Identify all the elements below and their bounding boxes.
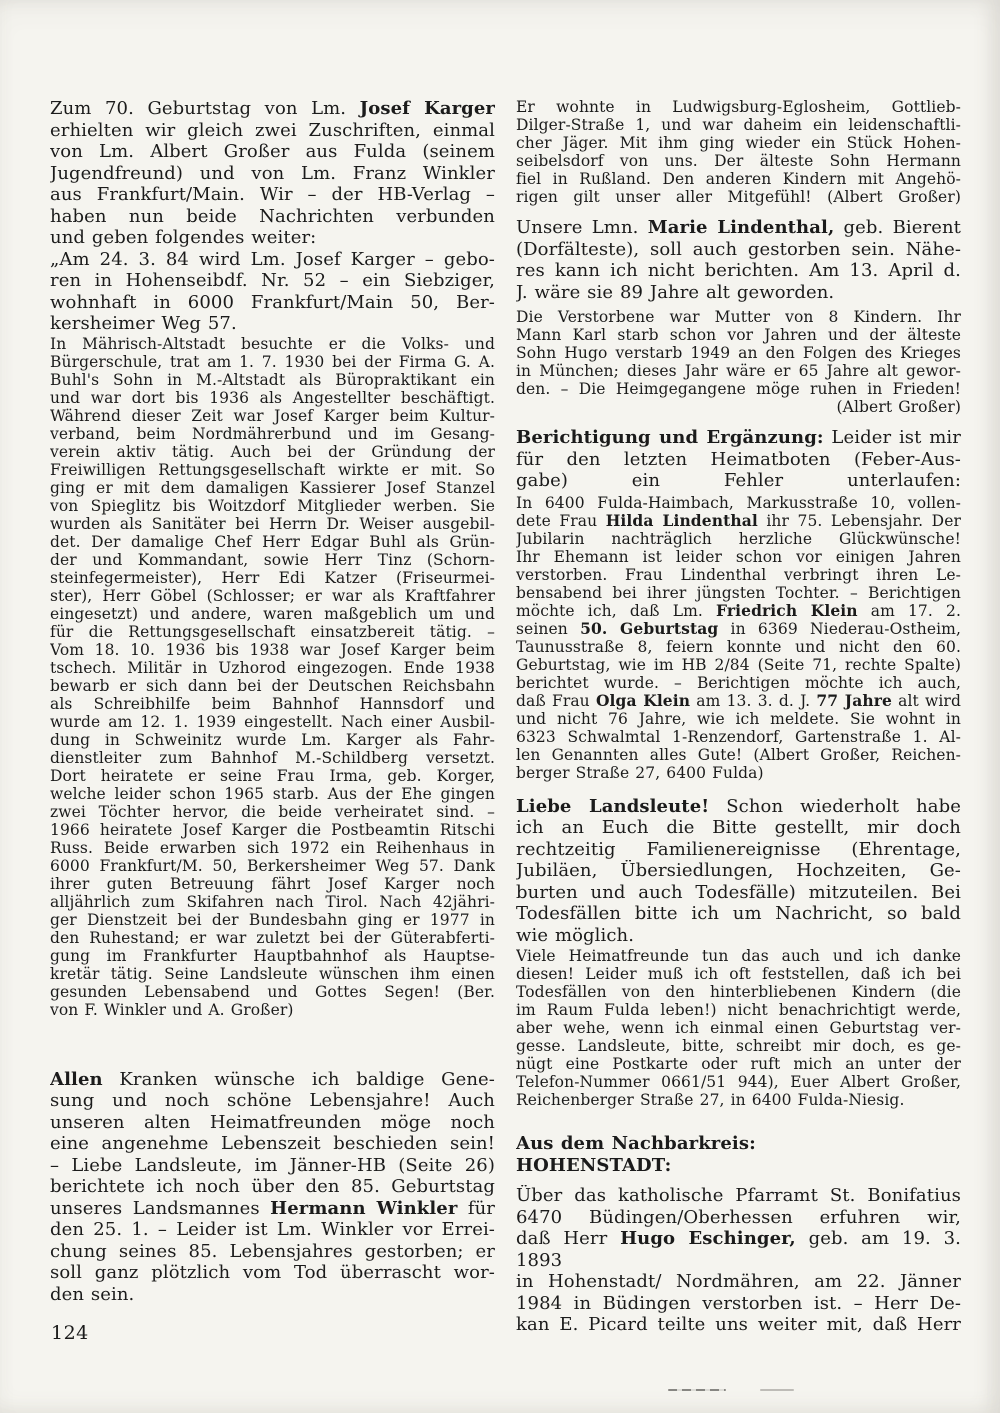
text-line <box>516 1293 961 1315</box>
text-line <box>50 623 495 641</box>
body-text: dienstleiter zum Bahnhof M.-Schildberg versetzt. <box>50 748 495 767</box>
body-text: Mann Karl starb schon vor Jahren und der älteste <box>516 326 961 344</box>
text-line <box>516 1073 961 1091</box>
body-text: in 6369 Niederau-Ostheim, <box>718 619 961 638</box>
body-text: Todesfällen bitte ich um Nachricht, so bald <box>516 903 961 924</box>
text-line <box>516 380 961 398</box>
body-text: – Liebe Landsleute, im Jänner-HB (Seite 26) <box>50 1154 495 1176</box>
body-text: am 13. 3. d. J. <box>690 691 817 710</box>
body-text: den sein. <box>50 1283 135 1305</box>
text-line <box>50 206 495 228</box>
text-line <box>50 120 495 142</box>
text-line <box>516 656 961 674</box>
text-line <box>50 227 495 249</box>
body-text: daß Frau <box>516 691 596 710</box>
text-line <box>516 530 961 548</box>
body-text: ster), Herr Göbel (Schlosser; er war als Kraftfahrer <box>50 586 495 605</box>
body-text: kretär tätig. Seine Landsleute wünschen ihm einen <box>50 964 495 983</box>
text-line <box>516 1314 961 1336</box>
text-line <box>516 1228 961 1271</box>
text-line <box>516 674 961 692</box>
text-line <box>50 713 495 731</box>
body-text: gung im Frankfurter Hauptbahnhof als Hauptse- <box>50 946 495 965</box>
body-text: 6000 Frankfurt/M. 50, Berkersheimer Weg 57. Dank <box>50 856 495 875</box>
body-text: ging er mit dem damaligen Kassierer Josef Stanzel <box>50 478 495 497</box>
body-text: J. wäre sie 89 Jahre alt geworden. <box>516 281 835 303</box>
body-text: eingesetzt) und andere, waren maßgeblich um und <box>50 604 495 623</box>
body-text: soll ganz plötzlich vom Tod überrascht wor- <box>50 1262 495 1283</box>
body-text: im Raum Fulda leben!) nicht benachrichtigt werde, <box>516 1001 961 1019</box>
body-text: verein aktiv tätig. Auch bei der Gründung der <box>50 442 495 461</box>
body-text: aus Frankfurt/Main. Wir – der HB-Verlag – <box>50 184 495 205</box>
text-line <box>516 983 961 1001</box>
body-text: Freiwilligen Rettungsgesellschaft wirkte er mit. So <box>50 460 495 479</box>
bold-text: Hilda Lindenthal <box>605 511 758 530</box>
body-text: Jubilarin nachträglich herzliche Glückwünsche! <box>516 529 961 548</box>
body-text: Über das katholische Pfarramt St. Bonifatius <box>516 1185 961 1206</box>
body-text: Leider ist mir <box>823 427 961 448</box>
text-line <box>516 746 961 764</box>
body-text: ihr 75. Lebensjahr. Der <box>757 511 961 530</box>
text-line <box>516 817 961 839</box>
body-text: Telefon-Nummer 0661/51 944), Euer Albert Großer, <box>516 1073 961 1091</box>
text-line <box>516 638 961 656</box>
body-text: Während dieser Zeit war Josef Karger beim Kultur- <box>50 406 495 425</box>
text-line <box>50 163 495 185</box>
body-text: unseres Landsmannes <box>50 1197 271 1219</box>
karger-biography <box>50 335 495 1019</box>
text-columns <box>50 98 960 1336</box>
body-text: und geben folgendes weiter: <box>50 227 317 248</box>
lindenthal-obituary <box>516 217 961 303</box>
body-text: Vom 18. 10. 1936 bis 1938 war Josef Karger beim <box>50 640 495 659</box>
appeal-to-countrymen <box>516 796 961 947</box>
text-line <box>516 152 961 170</box>
text-line <box>50 965 495 983</box>
bold-text: 50. Geburtstag <box>580 619 719 638</box>
neighbor-district-heading <box>516 1133 961 1176</box>
text-line <box>516 427 961 449</box>
body-text: 6323 Schwalmtal 1-Renzendorf, Gartenstraße 1. Al- <box>516 727 961 746</box>
text-line <box>516 796 961 818</box>
text-line <box>50 551 495 569</box>
body-text: Jugendfreund) und von Lm. Franz Winkler <box>50 162 495 184</box>
text-line <box>50 270 495 292</box>
body-text: chung seines 85. Lebensjahres gestorben; er <box>50 1240 495 1262</box>
body-text: den. – Die Heimgegangene möge ruhen in Frieden! <box>516 380 961 398</box>
body-text: haben nun beide Nachrichten verbunden <box>50 205 495 227</box>
text-line <box>516 188 961 206</box>
text-line <box>50 587 495 605</box>
scan-artifact-mark <box>668 1389 726 1391</box>
body-text: Taunusstraße 8, feiern konnte und nicht den 60. <box>516 637 961 656</box>
text-line <box>50 461 495 479</box>
body-text: zwei Töchter hervor, die beide verheiratet sind. – <box>50 802 495 821</box>
text-line <box>50 1155 495 1177</box>
karger-birthday-quote <box>50 249 495 335</box>
bold-text: Friedrich Klein <box>716 601 858 620</box>
text-line <box>50 767 495 785</box>
text-line <box>516 566 961 584</box>
text-line <box>516 882 961 904</box>
body-text: Reichenberger Straße 27, in 6400 Fulda-Niesig. <box>516 1091 905 1109</box>
body-text: alljährlich zum Skifahren nach Tirol. Nach 42jähri- <box>50 892 495 911</box>
body-text: Buhl's Sohn in M.-Altstadt als Büropraktikant ein <box>50 370 495 389</box>
scan-artifact <box>668 1389 803 1391</box>
text-line <box>516 260 961 282</box>
text-line <box>516 470 961 492</box>
text-line <box>516 1185 961 1207</box>
text-line <box>50 425 495 443</box>
lindenthal-obituary-details <box>516 308 961 416</box>
body-text: Dilger-Straße 1, und war daheim ein leidenschaftli- <box>516 116 961 134</box>
body-text: in Hohenstadt/ Nordmähren, am 22. Jänner <box>516 1271 961 1292</box>
bold-text: Berichtigung und Ergänzung: <box>516 427 824 448</box>
text-line <box>516 217 961 239</box>
text-line <box>516 584 961 602</box>
body-text: det. Der damalige Chef Herr Edgar Buhl als Grün- <box>50 532 495 551</box>
text-line <box>516 326 961 344</box>
body-text: wie möglich. <box>516 924 635 946</box>
body-text: Zum 70. Geburtstag von Lm. <box>50 98 360 119</box>
body-text: Kranken wünsche ich baldige Gene- <box>102 1068 495 1090</box>
correction-heading-paragraph <box>516 427 961 493</box>
body-text: berichtet wurde. – Berichtigen möchte ich auch, <box>516 673 961 692</box>
text-line <box>50 1112 495 1134</box>
body-text: Bürgerschule, trat am 1. 7. 1930 bei der Firma G. A. <box>50 352 495 371</box>
body-text: eine angenehme Lebenszeit beschieden sein! <box>50 1133 495 1154</box>
body-text: geb. am 19. 3. 1893 <box>516 1228 961 1271</box>
body-text: und nicht 76 Jahre, wie ich meldete. Sie wohnt in <box>516 709 961 728</box>
body-text: tschech. Militär in Uzhorod eingezogen. Ende 1938 <box>50 658 495 677</box>
body-text: Jubiläen, Übersiedlungen, Hochzeiten, Ge- <box>516 860 961 881</box>
body-text: res kann ich nicht berichten. Am 13. April d. <box>516 260 961 281</box>
body-text: ich an Euch die Bitte gestellt, mir doch <box>516 817 961 838</box>
body-text: der und Kommandant, sowie Herr Tinz (Schorn- <box>50 550 495 569</box>
body-text: diesen! Leider muß ich oft feststellen, daß ich bei <box>516 965 961 983</box>
text-line <box>50 1284 495 1306</box>
body-text: 1984 in Büdingen verstorben ist. – Herr De- <box>516 1292 961 1314</box>
text-line <box>516 1019 961 1037</box>
body-text: Ihr Ehemann ist leider schon vor einigen Jahren <box>516 547 961 566</box>
body-text: Viele Heimatfreunde tun das auch und ich danke <box>516 947 961 965</box>
body-text: Geburtstag, wie im HB 2/84 (Seite 71, rechte Spalte) <box>516 655 961 674</box>
text-line <box>516 764 961 782</box>
body-text: Sohn Hugo verstarb 1949 an den Folgen des Krieges <box>516 344 961 362</box>
text-line <box>50 803 495 821</box>
text-line <box>50 141 495 163</box>
text-line <box>50 1001 495 1019</box>
text-line <box>516 620 961 638</box>
body-text: welche leider schon 1965 starb. Aus der Ehe gingen <box>50 784 495 803</box>
text-line <box>516 1133 961 1155</box>
bold-text: Marie Lindenthal, <box>647 217 835 238</box>
body-text: In Mährisch-Altstadt besuchte er die Volks- und <box>50 334 495 353</box>
body-text: den Ruhestand; er war zuletzt bei der Güterabferti- <box>50 928 495 947</box>
text-line <box>50 497 495 515</box>
text-line <box>50 983 495 1001</box>
body-text: als Schreibhilfe beim Bahnhof Hannsdorf und <box>50 694 495 713</box>
text-line <box>50 1219 495 1241</box>
text-line <box>516 548 961 566</box>
body-text: in München; dieses Jahr wäre er 65 Jahre alt gewor- <box>516 362 961 380</box>
karger-birthday-intro <box>50 98 495 249</box>
body-text: wurde am 12. 1. 1939 eingestellt. Nach einer Ausbil- <box>50 712 495 731</box>
column-left <box>50 98 495 1336</box>
body-text: am 17. 2. <box>857 601 961 620</box>
body-text: möchte ich, daß Lm. <box>516 601 717 620</box>
text-line <box>516 903 961 925</box>
body-text: burten und auch Todesfälle) mitzuteilen. Bei <box>516 881 961 903</box>
body-text: gesse. Landsleute, bitte, schreibt mir doch, es ge- <box>516 1037 961 1055</box>
text-line <box>50 605 495 623</box>
text-line <box>516 362 961 380</box>
appeal-details <box>516 947 961 1109</box>
body-text: für den letzten Heimatboten (Feber-Aus- <box>516 448 961 470</box>
text-line <box>516 398 961 416</box>
text-line <box>516 308 961 326</box>
bold-text: Aus dem Nachbarkreis: <box>516 1133 756 1154</box>
text-line <box>50 353 495 371</box>
text-line <box>50 184 495 206</box>
text-line <box>50 821 495 839</box>
body-text: von Lm. Albert Großer aus Fulda (seinem <box>50 141 495 162</box>
bold-text: Allen <box>50 1068 103 1090</box>
text-line <box>50 249 495 271</box>
text-line <box>50 731 495 749</box>
text-line <box>50 371 495 389</box>
text-line <box>50 1069 495 1091</box>
body-text: für die Rettungsgesellschaft einsatzbereit tätig. – <box>50 622 495 641</box>
body-text: rigen gilt unser aller Mitgefühl! (Albert Großer) <box>516 188 961 206</box>
text-line <box>516 98 961 116</box>
text-line <box>516 134 961 152</box>
text-line <box>50 515 495 533</box>
text-line <box>516 728 961 746</box>
text-line <box>50 659 495 677</box>
eschinger-obituary <box>516 1185 961 1336</box>
text-line <box>516 116 961 134</box>
bold-text: Josef Karger <box>359 98 495 119</box>
column-right <box>516 98 961 1336</box>
text-line <box>50 443 495 461</box>
bold-text: Liebe Landsleute! <box>516 795 710 817</box>
text-line <box>516 602 961 620</box>
body-text: In 6400 Fulda-Haimbach, Markusstraße 10, vollen- <box>516 493 961 512</box>
text-line <box>50 313 495 335</box>
body-text: aber wehe, wenn ich einmal einen Geburtstag ver- <box>516 1019 961 1037</box>
body-text: nügt eine Postkarte oder ruft mich an unter der <box>516 1055 961 1073</box>
text-line <box>50 1090 495 1112</box>
text-line <box>516 492 961 493</box>
text-line <box>50 1198 495 1220</box>
text-line <box>516 1207 961 1229</box>
correction-details <box>516 494 961 782</box>
text-line <box>50 839 495 857</box>
text-line <box>50 641 495 659</box>
text-line <box>516 494 961 512</box>
text-line <box>50 677 495 695</box>
text-line <box>50 947 495 965</box>
text-line <box>50 533 495 551</box>
body-text: ihrer guten Betreuung fährt Josef Karger noch <box>50 874 495 893</box>
text-line <box>516 239 961 261</box>
bold-text: Olga Klein <box>595 691 691 710</box>
text-line <box>516 170 961 188</box>
body-text: wohnhaft in 6000 Frankfurt/Main 50, Ber- <box>50 291 495 313</box>
body-text: alt wird <box>891 691 961 710</box>
body-text: steinfegermeister), Herr Edi Katzer (Friseurmei- <box>50 568 495 587</box>
body-text: sung und noch schöne Lebensjahre! Auch <box>50 1090 495 1111</box>
body-text: dung in Schweinitz wurde Lm. Karger als Fahr- <box>50 730 495 749</box>
body-text: fiel in Rußland. Den anderen Kindern mit Angehö- <box>516 170 961 188</box>
body-text: von F. Winkler und A. Großer) <box>50 1000 294 1019</box>
text-line <box>516 925 961 947</box>
text-line <box>516 947 961 965</box>
bold-text: Hugo Eschinger, <box>620 1228 796 1249</box>
body-text: den 25. 1. – Leider ist Lm. Winkler vor Errei- <box>50 1219 495 1240</box>
body-text: gabe) ein Fehler unterlaufen: <box>516 470 961 491</box>
body-text: 6470 Büdingen/Oberhessen erfuhren wir, <box>516 1206 961 1228</box>
scan-artifact-mark <box>760 1389 794 1391</box>
body-text: rechtzeitig Familienereignisse (Ehrentage, <box>516 838 961 860</box>
text-line <box>50 98 495 120</box>
text-line <box>516 965 961 983</box>
body-text: Russ. Beide erwarben sich 1972 ein Reihenhaus in <box>50 838 495 857</box>
body-text: berichtete ich noch über den 85. Geburtstag <box>50 1176 495 1197</box>
body-text: bensabend bei ihrer jüngsten Tochter. – Berichtigen <box>516 583 961 602</box>
bold-text: HOHENSTADT: <box>516 1154 672 1176</box>
body-text: für <box>457 1197 495 1219</box>
text-line <box>516 1155 961 1177</box>
body-text: kersheimer Weg 57. <box>50 313 237 334</box>
text-line <box>516 1001 961 1019</box>
body-text: wurden als Sanitäter bei Herrn Dr. Weiser ausgebil- <box>50 514 495 533</box>
body-text: von Spieglitz bis Woitzdorf Mitglieder werben. Sie <box>50 496 495 515</box>
body-text: dete Frau <box>516 511 606 530</box>
text-line <box>50 479 495 497</box>
text-line <box>516 692 961 710</box>
body-text: Dort heiratete er seine Frau Irma, geb. Korger, <box>50 766 495 785</box>
body-text: unseren alten Heimatfreunden möge noch <box>50 1111 495 1133</box>
text-line <box>516 710 961 728</box>
body-text: Er wohnte in Ludwigsburg-Eglosheim, Gottlieb- <box>516 98 961 116</box>
body-text: 1966 heiratete Josef Karger die Postbeamtin Ritschi <box>50 820 495 839</box>
body-text: gesunden Lebensabend und Gottes Segen! (Ber. <box>50 982 495 1001</box>
body-text: verstorben. Frau Lindenthal verbringt ihren Le- <box>516 565 961 584</box>
text-line <box>50 335 495 353</box>
text-line <box>516 344 961 362</box>
body-text: ger Dienstzeit bei der Bundesbahn ging er 1977 in <box>50 910 495 929</box>
wishes-to-the-sick <box>50 1069 495 1306</box>
body-text: seinen <box>516 619 581 638</box>
body-text: kan E. Picard teilte uns weiter mit, daß Herr <box>516 1314 961 1335</box>
body-text: Schon wiederholt habe <box>709 795 961 817</box>
body-text: berger Straße 27, 6400 Fulda) <box>516 763 764 782</box>
text-line <box>516 860 961 882</box>
body-text: seibelsdorf von uns. Der älteste Sohn Hermann <box>516 152 961 170</box>
body-text: (Dorfälteste), soll auch gestorben sein. Nähe- <box>516 238 961 260</box>
bold-text: Hermann Winkler <box>270 1197 458 1219</box>
text-line <box>50 749 495 767</box>
text-line <box>516 839 961 861</box>
body-text: „Am 24. 3. 84 wird Lm. Josef Karger – gebo- <box>50 248 495 270</box>
text-line <box>50 911 495 929</box>
text-line <box>50 1133 495 1155</box>
body-text: ren in Hohenseibdf. Nr. 52 – ein Siebziger, <box>50 270 495 291</box>
text-line <box>50 292 495 314</box>
body-text: Die Verstorbene war Mutter von 8 Kindern. Ihr <box>516 308 961 326</box>
page-number: 124 <box>51 1322 89 1344</box>
text-line <box>50 569 495 587</box>
text-line <box>50 785 495 803</box>
text-line <box>516 512 961 530</box>
text-line <box>50 407 495 425</box>
body-text: cher Jäger. Mit ihm ging wieder ein Stück Hohen- <box>516 134 961 152</box>
body-text: geb. Bierent <box>834 217 961 238</box>
text-line <box>516 449 961 471</box>
text-line <box>50 1262 495 1284</box>
text-line <box>516 1091 961 1109</box>
text-line <box>50 695 495 713</box>
bold-text: 77 Jahre <box>816 691 892 710</box>
text-line <box>50 1176 495 1198</box>
obituary-continuation <box>516 98 961 206</box>
body-text: daß Herr <box>516 1228 621 1249</box>
body-text: Unsere Lmn. <box>516 217 648 238</box>
body-text: len Genannten alles Gute! (Albert Großer, Reichen- <box>516 745 961 764</box>
text-line <box>516 1055 961 1073</box>
text-line <box>50 893 495 911</box>
text-line <box>50 875 495 893</box>
body-text: verband, beim Nordmährerbund und im Gesang- <box>50 424 495 443</box>
body-text: (Albert Großer) <box>836 398 961 416</box>
text-line <box>516 1037 961 1055</box>
body-text: und war dort bis 1936 als Angestellter beschäftigt. <box>50 388 495 407</box>
body-text: bewarb er sich dann bei der Deutschen Reichsbahn <box>50 676 495 695</box>
body-text: Todesfällen von den hinterbliebenen Kindern (die <box>516 983 961 1001</box>
text-line <box>50 389 495 407</box>
text-line <box>516 282 961 304</box>
text-line <box>516 1271 961 1293</box>
text-line <box>50 1241 495 1263</box>
body-text: erhielten wir gleich zwei Zuschriften, einmal <box>50 119 495 141</box>
text-line <box>50 857 495 875</box>
text-line <box>50 929 495 947</box>
